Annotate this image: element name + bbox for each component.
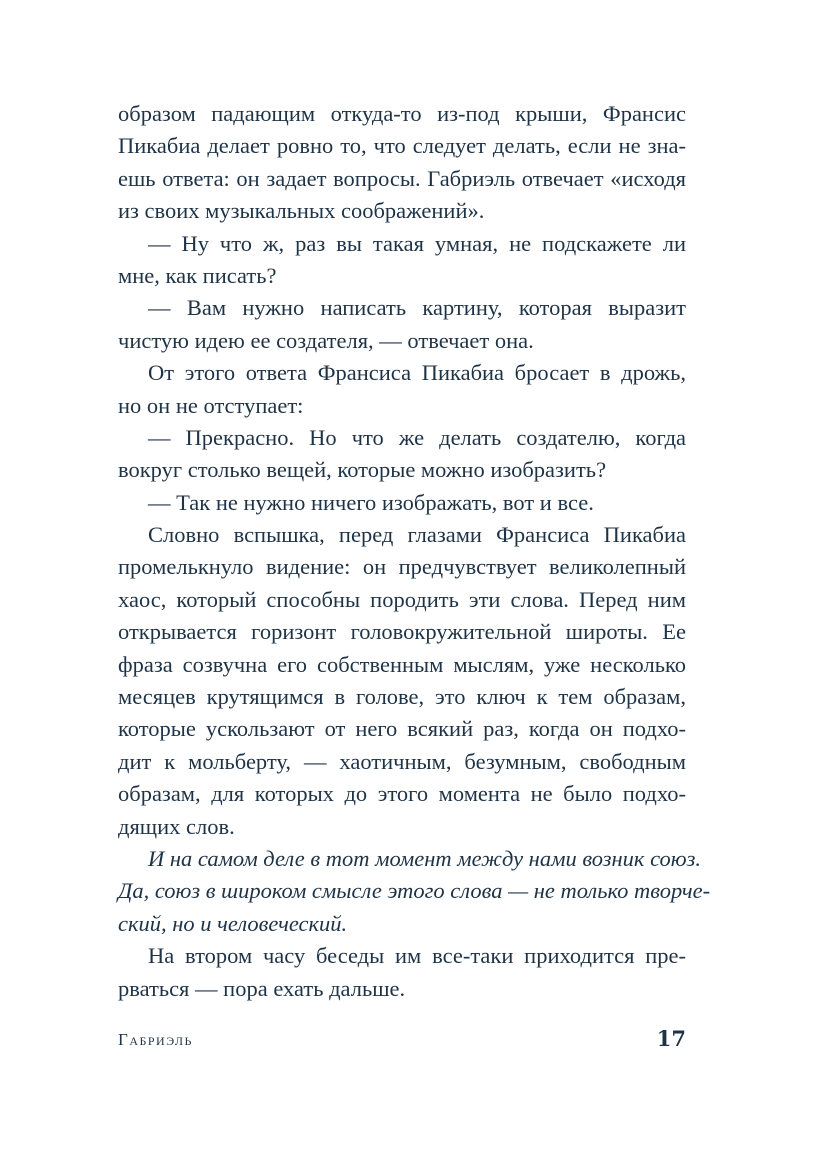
text-line: но он не отступает: (118, 392, 304, 418)
text-line: — Ну что ж, раз вы такая умная, не подскажете ли (148, 230, 686, 256)
text-line: Да, союз в широком смысле этого слова — не только творче- (118, 878, 711, 904)
text-line: вокруг столько вещей, которые можно изобразить? (118, 457, 607, 483)
text-line: дит к мольберту, — хаотичным, безумным, свободным (118, 748, 686, 774)
text-line: — Так не нужно ничего изображать, вот и все. (148, 489, 594, 515)
text-line: открывается горизонт головокружительной широты. Ее (118, 619, 686, 645)
text-line: рваться — пора ехать дальше. (118, 975, 406, 1001)
text-line: хаос, который способны породить эти слова. Перед ним (118, 586, 686, 612)
text-line: Пикабиа делает ровно то, что следует делать, если не зна- (118, 133, 686, 159)
text-line: образом падающим откуда-то из-под крыши, Франсис (118, 101, 686, 126)
text-line: из своих музыкальных соображений». (118, 198, 485, 224)
text-line: мне, как писать? (118, 262, 277, 288)
text-line: На втором часу беседы им все-таки приходится пре- (148, 943, 686, 969)
text-line: От этого ответа Франсиса Пикабиа бросает в дрожь, (148, 360, 686, 386)
text-line: — Прекрасно. Но что же делать создателю, когда (148, 424, 686, 450)
text-line: чистую идею ее создателя, — отвечает она. (118, 327, 534, 353)
text-line: ский, но и человеческий. (118, 910, 348, 936)
text-line: месяцев крутящимся в голове, это ключ к тем образам, (118, 684, 686, 710)
page-footer (118, 1026, 686, 1056)
text-line: дящих слов. (118, 813, 235, 839)
text-line: И на самом деле в тот момент между нами возник союз. (148, 845, 702, 871)
text-line: промелькнуло видение: он предчувствует великолепный (118, 554, 686, 580)
text-line: — Вам нужно написать картину, которая выразит (148, 295, 686, 321)
page-number: 17 (656, 1026, 686, 1051)
running-head: Габриэль (118, 1030, 193, 1049)
text-line: фраза созвучна его собственным мыслям, уже несколько (118, 651, 686, 677)
page-body (118, 98, 711, 1005)
text-line: ешь ответа: он задает вопросы. Габриэль отвечает «исходя (118, 165, 686, 191)
text-line: которые ускользают от него всякий раз, когда он подхо- (118, 716, 686, 742)
text-line: образам, для которых до этого момента не было подхо- (118, 781, 686, 807)
text-line: Словно вспышка, перед глазами Франсиса Пикабиа (148, 522, 686, 548)
